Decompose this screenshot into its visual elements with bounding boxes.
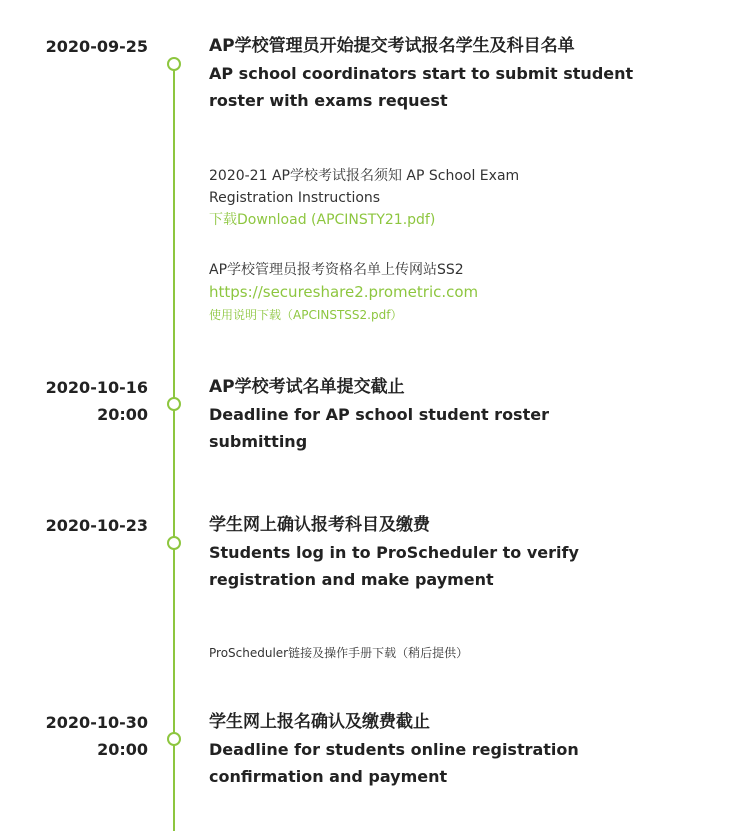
event-title-cn-4: 学生网上报名确认及缴费截止 <box>209 712 430 732</box>
ss2-block <box>209 259 589 327</box>
ss2-manual-download-link[interactable]: 使用说明下载（APCINSTSS2.pdf） <box>209 308 403 322</box>
event-title-cn-3: 学生网上确认报考科目及缴费 <box>209 515 430 535</box>
event-3 <box>209 512 639 593</box>
event-title-en-4: Deadline for students online registration confirmation and payment <box>209 740 579 786</box>
event-date-2: 2020-10-16 20:00 <box>45 378 148 424</box>
event-title-en-3: Students log in to ProScheduler to verify registration and make payment <box>209 543 579 589</box>
event-1 <box>209 33 639 114</box>
timeline-line <box>173 68 175 831</box>
instructions-text: 2020-21 AP学校考试报名须知 AP School Exam Registration Instructions <box>209 168 520 206</box>
event-date-1: 2020-09-25 <box>45 37 148 56</box>
timeline-dot-4 <box>167 732 181 746</box>
timeline-dot-1 <box>167 57 181 71</box>
timeline-dot-2 <box>167 397 181 411</box>
event-title-en-2: Deadline for AP school student roster submitting <box>209 405 549 451</box>
timeline-dot-3 <box>167 536 181 550</box>
event-title-cn-1: AP学校管理员开始提交考试报名学生及科目名单 <box>209 36 575 56</box>
ss2-url-link[interactable]: https://secureshare2.prometric.com <box>209 283 479 301</box>
event-date-4: 2020-10-30 20:00 <box>45 713 148 759</box>
event-2 <box>209 374 639 455</box>
event-title-en-1: AP school coordinators start to submit student roster with exams request <box>209 64 634 110</box>
instructions-block <box>209 165 589 231</box>
proscheduler-block <box>209 642 589 664</box>
event-date-3: 2020-10-23 <box>45 516 148 535</box>
instructions-download-link[interactable]: 下载Download (APCINSTY21.pdf) <box>209 212 436 228</box>
event-4 <box>209 709 639 790</box>
proscheduler-note: ProScheduler链接及操作手册下载（稍后提供） <box>209 646 469 660</box>
event-title-cn-2: AP学校考试名单提交截止 <box>209 377 405 397</box>
ss2-text: AP学校管理员报考资格名单上传网站SS2 <box>209 262 464 278</box>
